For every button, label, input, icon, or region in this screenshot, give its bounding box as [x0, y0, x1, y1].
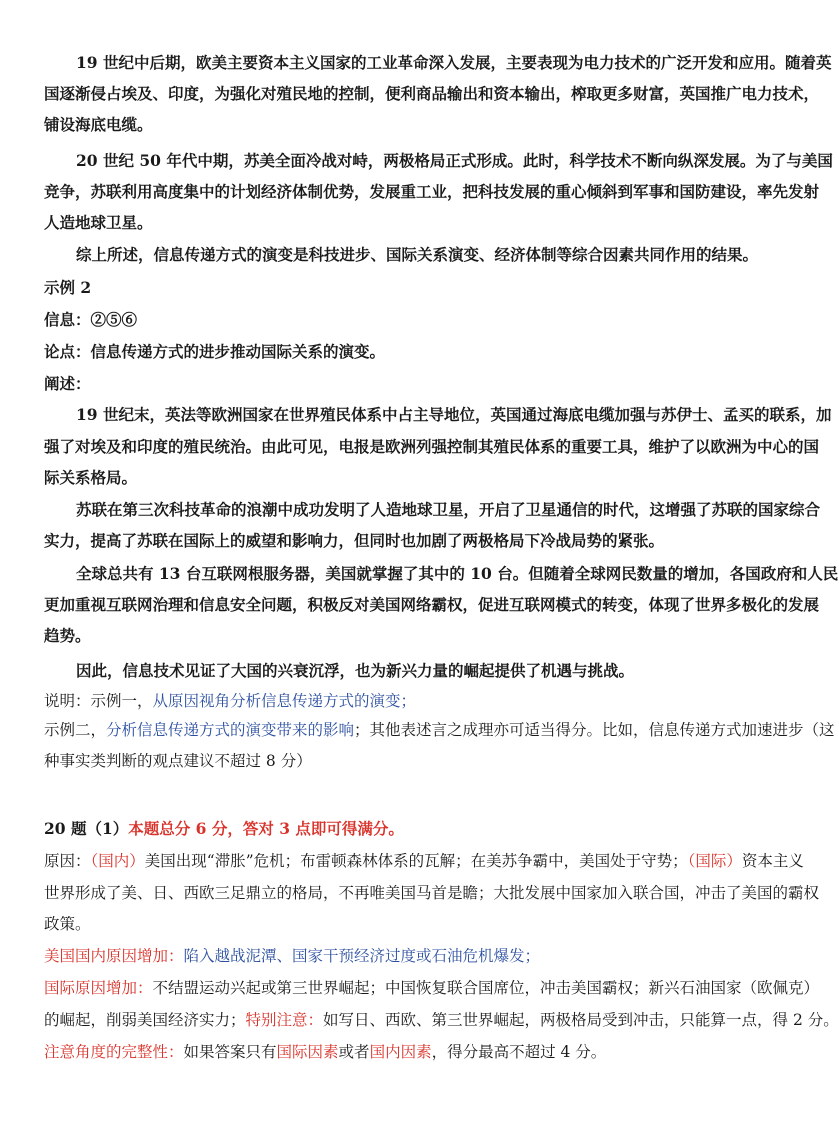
paragraph-internet-line3: 趋势。: [44, 626, 91, 645]
q20-complete-or: 或者: [338, 1043, 370, 1061]
paragraph-internet-line2: 更加重视互联网治理和信息安全问题，积极反对美国网络霸权，促进互联网模式的转变，体现了世界多极化的发展: [44, 595, 820, 614]
q20-special-label: 特别注意：: [245, 1011, 324, 1029]
paragraph-coldwar-line3: 人造地球卫星。: [44, 213, 153, 232]
q20-special-text: 如写日、西欧、第三世界崛起，两极格局受到冲击，只能算一点，得 2 分。: [323, 1011, 839, 1029]
q20-reason-line2: 世界形成了美、日、西欧三足鼎立的格局，不再唯美国马首是瞻；大批发展中国家加入联合国，冲击了美国的霸权: [44, 884, 820, 902]
q20-complete-intl: 国际因素: [276, 1043, 339, 1061]
q20-domestic-add-text: 陷入越战泥潭、国家干预经济过度或石油危机爆发；: [183, 947, 541, 965]
q20-complete-text2: ，得分最高不超过 4 分。: [431, 1043, 607, 1061]
note-label-example2: 示例二，: [44, 721, 107, 739]
q20-header: [44, 818, 764, 840]
paragraph-cable-line2: 强了对埃及和印度的殖民统治。由此可见，电报是欧洲列强控制其殖民体系的重要工具，维护了以欧洲为中心的国: [44, 437, 820, 456]
note-line2: [44, 719, 835, 741]
q20-reason-line3: 政策。: [44, 915, 91, 933]
q20-domestic-tag: （国内）: [90, 852, 145, 870]
note-label-example1: 说明：示例一，: [44, 692, 153, 710]
q20-reason-line1: [44, 850, 804, 872]
q20-intl-add-line2: [44, 1009, 839, 1031]
q20-domestic-add-label: 美国国内原因增加：: [44, 947, 184, 965]
paragraph-satellite-line1: 苏联在第三次科技革命的浪潮中成功发明了人造地球卫星，开启了卫星通信的时代，这增强了苏联的国家综合: [76, 500, 821, 519]
paragraph-electricity-line1: 19 世纪中后期，欧美主要资本主义国家的工业革命深入发展，主要表现为电力技术的广泛开发和应用。随着英: [76, 53, 832, 72]
q20-complete-text1: 如果答案只有: [183, 1043, 277, 1061]
q20-reason-label: 原因：: [44, 852, 91, 870]
note-example1-desc: 从原因视角分析信息传递方式的演变；: [152, 692, 417, 710]
note-line3: 种事实类判断的观点建议不超过 8 分）: [44, 752, 312, 770]
example2-thesis: 论点：信息传递方式的进步推动国际关系的演变。: [44, 342, 386, 361]
paragraph-electricity-line2: 国逐渐侵占埃及、印度，为强化对殖民地的控制，便利商品输出和资本输出，榨取更多财富，英国推广电力技术，: [44, 84, 820, 103]
paragraph-cable-line3: 际关系格局。: [44, 468, 138, 487]
example2-elaborate-label: 阐述：: [44, 374, 91, 393]
q20-intl-add-cont: 的崛起，削弱美国经济实力；: [44, 1011, 246, 1029]
paragraph-cable-line1: 19 世纪末，英法等欧洲国家在世界殖民体系中占主导地位，英国通过海底电缆加强与苏伊士、孟买的联系，加: [76, 405, 832, 424]
example2-title: 示例 2: [44, 278, 92, 297]
q20-label: 20 题（1）: [44, 819, 129, 838]
q20-scoring: 本题总分 6 分，答对 3 点即可得满分。: [128, 819, 404, 838]
paragraph-coldwar-line2: 竞争，苏联利用高度集中的计划经济体制优势，发展重工业，把科技发展的重心倾斜到军事和国防建设，率先发射: [44, 182, 820, 201]
paragraph-electricity-line3: 铺设海底电缆。: [44, 115, 153, 134]
q20-intl-add-line1: [44, 977, 820, 999]
q20-intl-tag: （国际）: [687, 852, 742, 870]
paragraph-satellite-line2: 实力，提高了苏联在国际上的威望和影响力，但同时也加剧了两极格局下冷战局势的紧张。: [44, 531, 665, 550]
example2-info: 信息：②⑤⑥: [44, 310, 138, 329]
paragraph-internet-line1: 全球总共有 13 台互联网根服务器，美国就掌握了其中的 10 台。但随着全球网民数量的增加，各国政府和人民: [76, 564, 839, 583]
note-line1: [44, 690, 764, 712]
q20-domestic-add: [44, 945, 764, 967]
conclusion-text: 综上所述，信息传递方式的演变是科技进步、国际关系演变、经济体制等综合因素共同作用的结果。: [76, 245, 759, 264]
example2-conclusion: 因此，信息技术见证了大国的兴衰沉浮，也为新兴力量的崛起提供了机遇与挑战。: [76, 661, 635, 680]
q20-complete-label: 注意角度的完整性：: [44, 1043, 184, 1061]
note-example2-desc: 分析信息传递方式的演变带来的影响: [106, 721, 355, 739]
q20-reason-text1: 美国出现“滞胀”危机；布雷顿森林体系的瓦解；在美苏争霸中，美国处于守势；: [144, 852, 688, 870]
note-other: ；其他表述言之成理亦可适当得分。比如，信息传递方式加速进步（这: [354, 721, 835, 739]
q20-completeness: [44, 1041, 764, 1063]
q20-complete-dom: 国内因素: [369, 1043, 432, 1061]
q20-reason-text2: 资本主义: [741, 852, 804, 870]
q20-intl-add-label: 国际原因增加：: [44, 979, 153, 997]
paragraph-coldwar-line1: 20 世纪 50 年代中期，苏美全面冷战对峙，两极格局正式形成。此时，科学技术不断向纵深发展。为了与美国: [76, 151, 833, 170]
q20-intl-add-text: 不结盟运动兴起或第三世界崛起；中国恢复联合国席位，冲击美国霸权；新兴石油国家（欧佩克）: [152, 979, 820, 997]
